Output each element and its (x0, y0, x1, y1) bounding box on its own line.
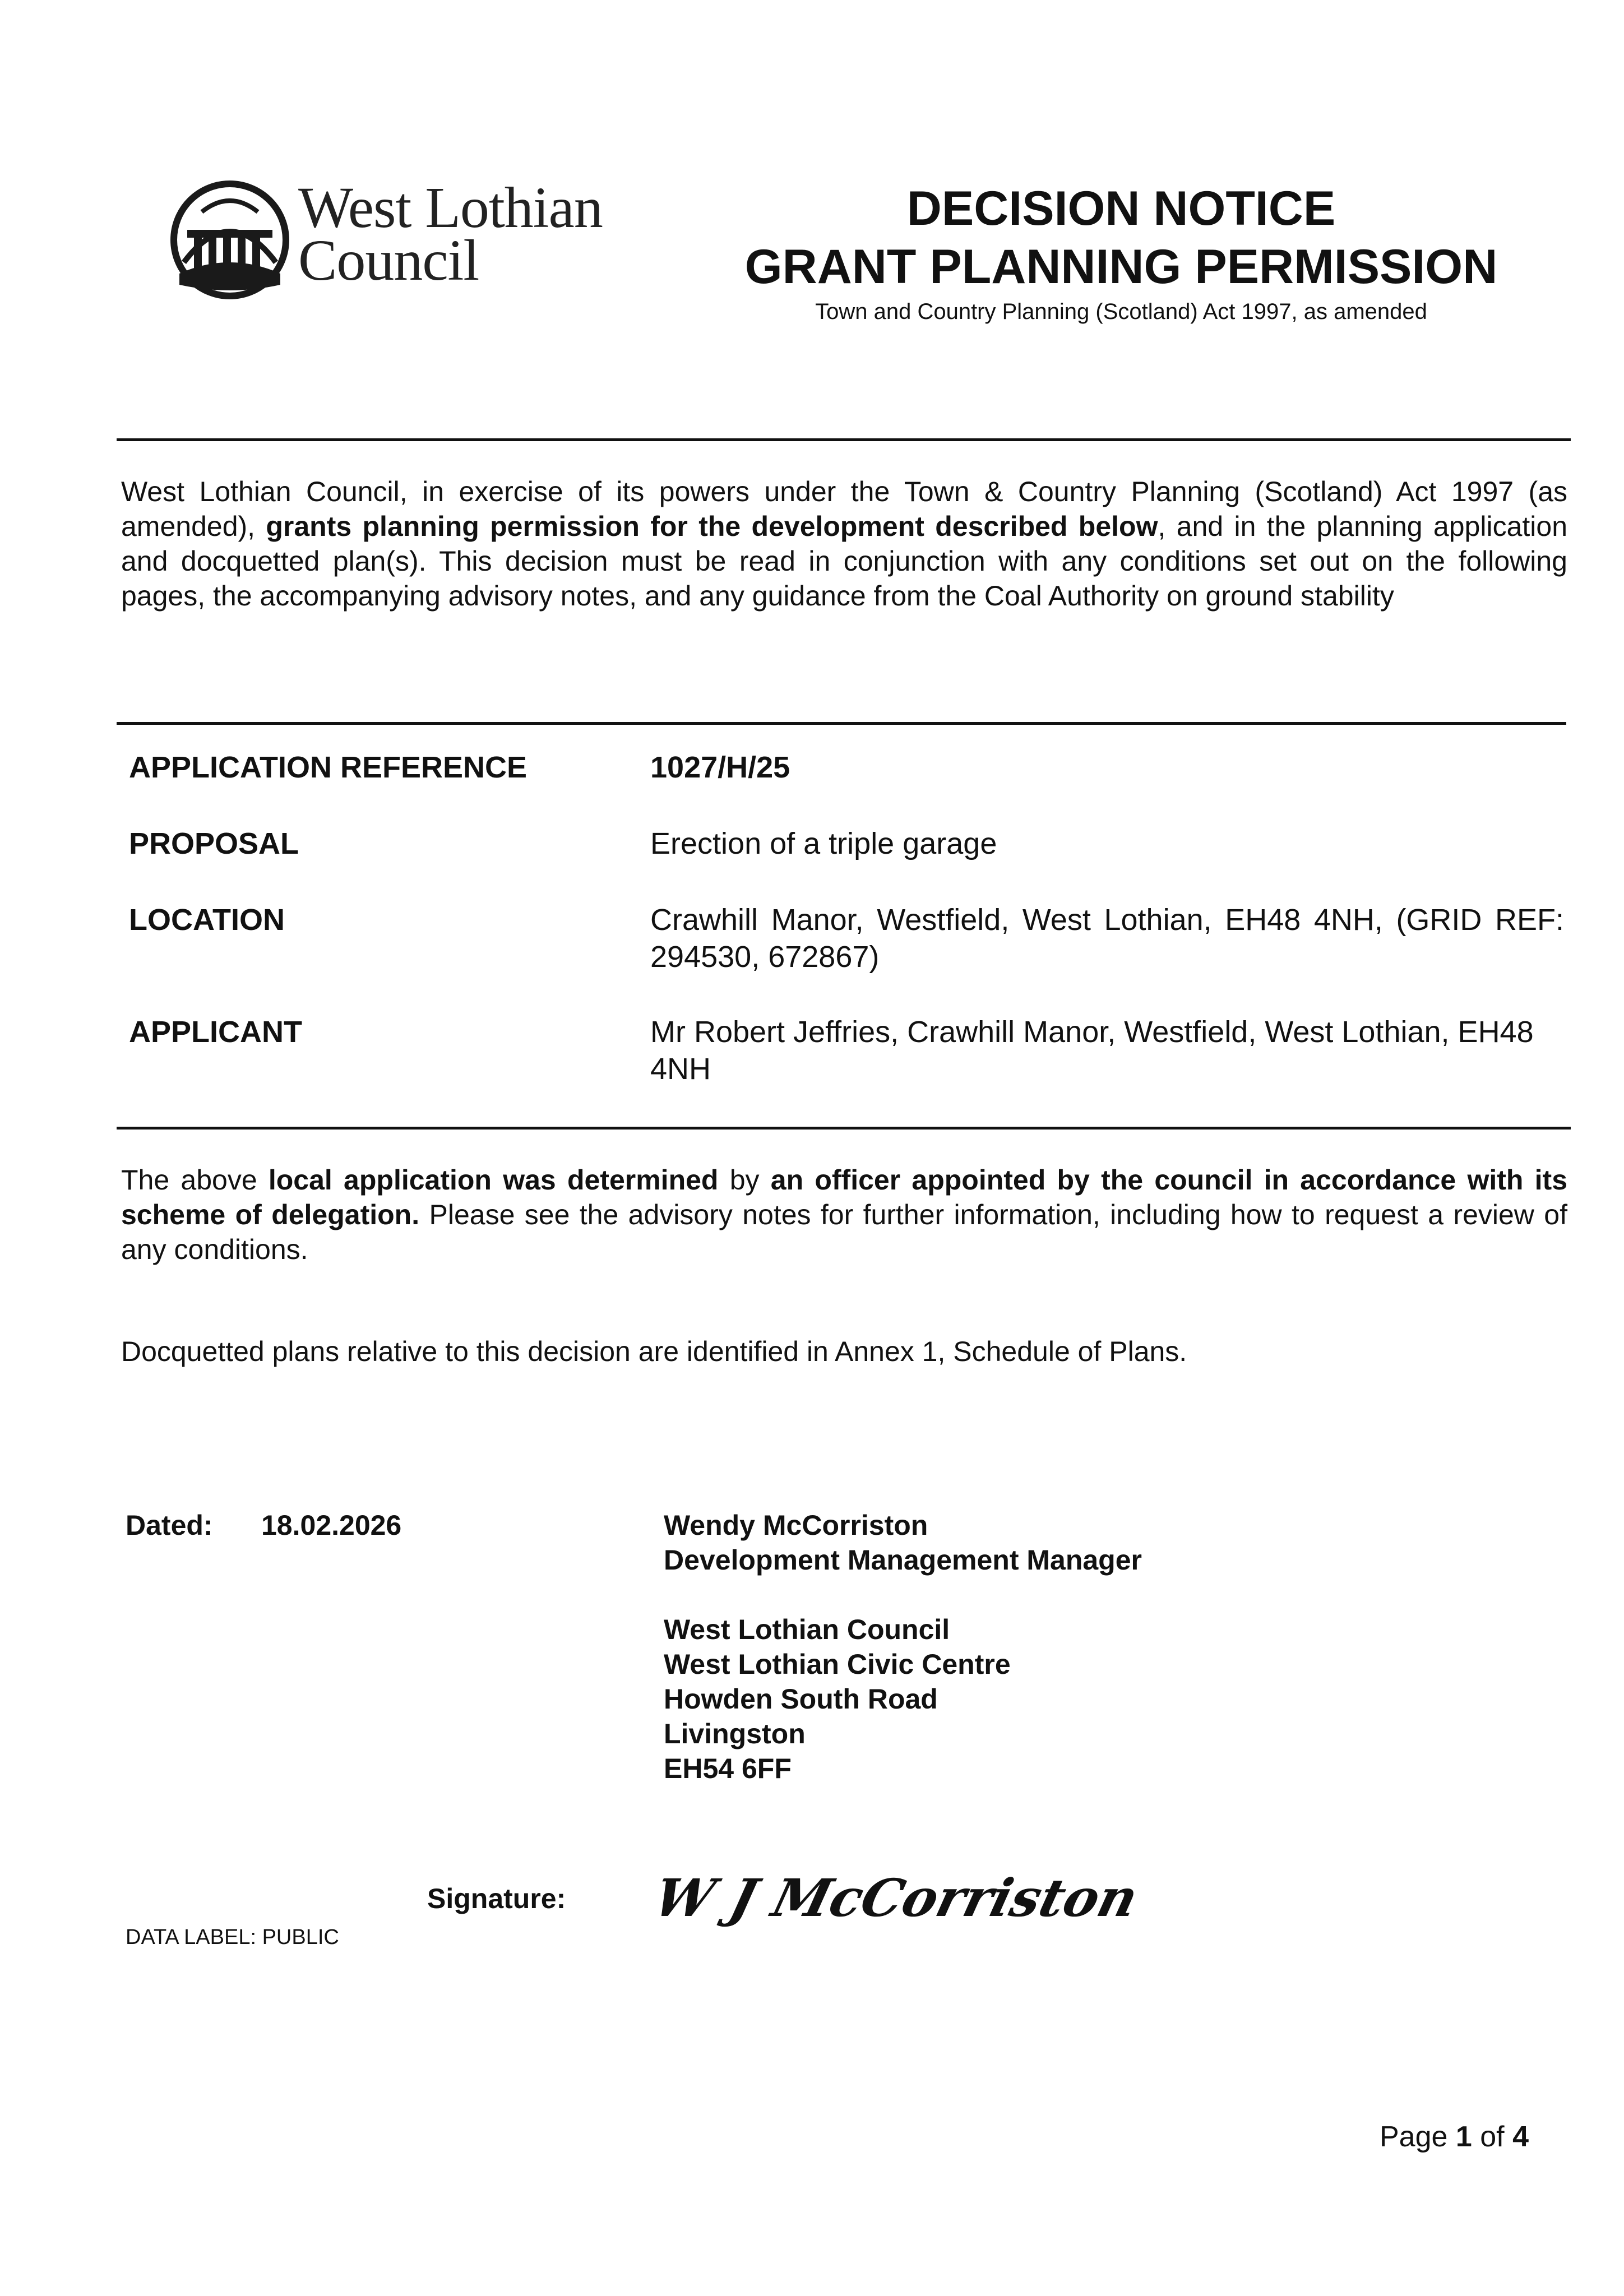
page-title: DECISION NOTICE (906, 182, 1336, 235)
proposal-label: PROPOSAL (129, 827, 299, 860)
determination-bold-2: an officer appointed by the council in accordance with its scheme of delegation. (121, 1164, 1568, 1230)
intro-text-1: West Lothian Council, in exercise of its powers under the Town & Country Planning (Scotland) Act 1997 (as amended), (121, 476, 1567, 542)
logo-wordmark (298, 175, 603, 293)
determination-text-3: Please see the advisory notes for further information, including how to request a review of any conditions. (121, 1199, 1567, 1265)
plans-note: Docquetted plans relative to this decision are identified in Annex 1, Schedule of Plans. (121, 1336, 1187, 1367)
intro-text-2: , and in the planning application and docquetted plan(s). This decision must be read in conjunction with any conditions set out on the following pages, the accompanying advisory notes, and any guidance from the Coal Authority on ground stability (121, 511, 1567, 612)
page-subtitle: GRANT PLANNING PERMISSION (744, 240, 1498, 294)
page-number (1380, 2119, 1529, 2155)
logo-line-2: Council (298, 228, 479, 293)
applicant-value: Mr Robert Jeffries, Crawhill Manor, Westfield, West Lothian, EH48 4NH (650, 1015, 1534, 1086)
page-current: 1 (1455, 2121, 1472, 2153)
intro-paragraph (121, 474, 1567, 613)
determination-bold-1: local application was determined (268, 1164, 719, 1196)
location-value: Crawhill Manor, Westfield, West Lothian, EH48 4NH, (GRID REF: 294530, 672867) (650, 903, 1564, 974)
dated-line (126, 1508, 401, 1543)
officer-name: Wendy McCorriston (664, 1510, 928, 1541)
address-line: Livingston (664, 1718, 806, 1749)
address-line: EH54 6FF (664, 1753, 792, 1784)
address-line: West Lothian Civic Centre (664, 1649, 1011, 1680)
handwritten-signature (645, 1861, 1144, 1945)
intro-bold: grants planning permission for the development described below (266, 511, 1158, 542)
divider-details-bottom (117, 1127, 1571, 1130)
reference-value: 1027/H/25 (650, 751, 790, 784)
document-heading (673, 179, 1570, 327)
determination-text-2: by (718, 1164, 771, 1196)
address-line: Howden South Road (664, 1683, 938, 1715)
divider-top (117, 438, 1571, 441)
address-line: West Lothian Council (664, 1614, 950, 1645)
location-label: LOCATION (129, 903, 285, 937)
page-separator: of (1472, 2121, 1513, 2153)
data-label: DATA LABEL: PUBLIC (126, 1925, 339, 1949)
legislation-note: Town and Country Planning (Scotland) Act 1997, as amended (815, 299, 1427, 324)
council-logo (168, 175, 628, 302)
officer-title: Development Management Manager (664, 1544, 1142, 1576)
page-total: 4 (1512, 2121, 1529, 2153)
applicant-label: APPLICANT (129, 1015, 302, 1049)
signature-label: Signature: (427, 1883, 566, 1914)
signature-text: W J McCorriston (647, 1868, 1144, 1929)
officer-block (664, 1508, 1142, 1786)
divider-details-top (117, 722, 1566, 725)
reference-label: APPLICATION REFERENCE (129, 751, 528, 784)
proposal-value: Erection of a triple garage (650, 827, 997, 860)
determination-text-1: The above (121, 1164, 269, 1196)
page-prefix: Page (1380, 2121, 1456, 2153)
logo-line-1: West Lothian (298, 175, 603, 240)
dated-value: 18.02.2026 (261, 1510, 402, 1541)
determination-paragraph (121, 1163, 1567, 1267)
dated-label: Dated: (126, 1510, 213, 1541)
bridge-emblem-icon (168, 178, 292, 302)
